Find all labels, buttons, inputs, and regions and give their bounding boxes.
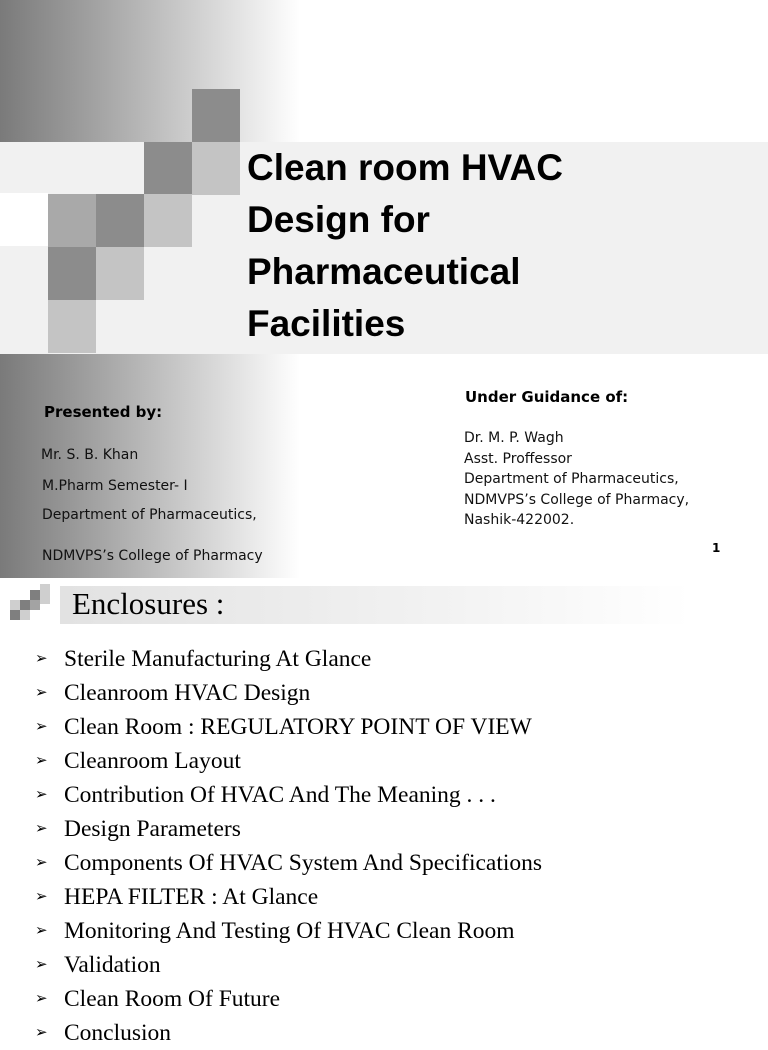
list-item — [35, 846, 542, 880]
title-line: Pharmaceutical — [247, 251, 521, 292]
presented-by-heading: Presented by: — [44, 403, 163, 421]
title-line: Clean room HVAC — [247, 147, 563, 188]
arrow-bullet-icon: ➢ — [35, 753, 48, 769]
list-item — [35, 880, 542, 914]
arrow-bullet-icon: ➢ — [35, 957, 48, 973]
list-item-text: Clean Room Of Future — [64, 986, 281, 1012]
list-item-text: Validation — [64, 952, 161, 978]
arrow-bullet-icon: ➢ — [35, 855, 48, 871]
deco-square — [96, 194, 144, 247]
presenter-name: Mr. S. B. Khan — [41, 447, 139, 463]
deco-square — [48, 194, 96, 247]
list-item — [35, 710, 542, 744]
arrow-bullet-icon: ➢ — [35, 1025, 48, 1041]
deco-square — [144, 142, 192, 195]
deco-square — [144, 194, 192, 247]
arrow-bullet-icon: ➢ — [35, 787, 48, 803]
mini-square — [40, 594, 50, 604]
list-item-text: HEPA FILTER : At Glance — [64, 884, 319, 910]
title-line: Facilities — [247, 303, 406, 344]
list-item — [35, 948, 542, 982]
list-item — [35, 642, 542, 676]
deco-square — [192, 142, 240, 195]
guide-designation: Asst. Proffessor — [464, 450, 572, 467]
presenter-college: NDMVPS’s College of Pharmacy — [42, 548, 263, 564]
enclosures-slide — [0, 578, 768, 1046]
presenter-course: M.Pharm Semester- I — [42, 478, 188, 494]
arrow-bullet-icon: ➢ — [35, 923, 48, 939]
enclosures-list — [35, 642, 542, 1050]
list-item-text: Components Of HVAC System And Specifications — [64, 850, 543, 876]
arrow-bullet-icon: ➢ — [35, 821, 48, 837]
arrow-bullet-icon: ➢ — [35, 889, 48, 905]
list-item-text: Design Parameters — [64, 816, 241, 842]
enclosures-heading: Enclosures : — [72, 586, 225, 621]
list-item — [35, 744, 542, 778]
list-item — [35, 676, 542, 710]
slide-number: 1 — [712, 541, 721, 555]
mini-square — [10, 610, 20, 620]
arrow-bullet-icon: ➢ — [35, 719, 48, 735]
guide-city: Nashik-422002. — [464, 512, 575, 528]
deco-square — [48, 247, 96, 300]
mini-square — [20, 600, 30, 610]
guidance-heading: Under Guidance of: — [465, 388, 629, 406]
mini-square — [10, 600, 20, 610]
title-line: Design for — [247, 199, 430, 240]
guide-details — [464, 428, 689, 531]
mini-square — [40, 584, 50, 594]
list-item-text: Conclusion — [64, 1020, 172, 1046]
presentation-title — [247, 142, 747, 350]
guide-college: NDMVPS’s College of Pharmacy, — [464, 491, 690, 508]
guide-name: Dr. M. P. Wagh — [464, 430, 564, 446]
list-item-text: Sterile Manufacturing At Glance — [64, 646, 372, 672]
list-item-text: Monitoring And Testing Of HVAC Clean Room — [64, 918, 515, 944]
deco-square — [96, 247, 144, 300]
deco-square — [48, 300, 96, 353]
decorative-notch — [0, 193, 48, 246]
mini-square — [20, 610, 30, 620]
list-item — [35, 982, 542, 1016]
mini-square — [30, 590, 40, 600]
mini-square — [30, 600, 40, 610]
list-item — [35, 914, 542, 948]
list-item — [35, 778, 542, 812]
arrow-bullet-icon: ➢ — [35, 651, 48, 667]
presenter-department: Department of Pharmaceutics, — [42, 507, 257, 523]
list-item-text: Cleanroom HVAC Design — [64, 680, 311, 706]
arrow-bullet-icon: ➢ — [35, 991, 48, 1007]
list-item-text: Cleanroom Layout — [64, 748, 241, 774]
list-item — [35, 812, 542, 846]
list-item-text: Clean Room : REGULATORY POINT OF VIEW — [64, 714, 532, 740]
deco-square — [192, 89, 240, 142]
guide-department: Department of Pharmaceutics, — [464, 471, 679, 487]
list-item-text: Contribution Of HVAC And The Meaning . . . — [64, 782, 496, 808]
list-item — [35, 1016, 542, 1050]
arrow-bullet-icon: ➢ — [35, 685, 48, 701]
